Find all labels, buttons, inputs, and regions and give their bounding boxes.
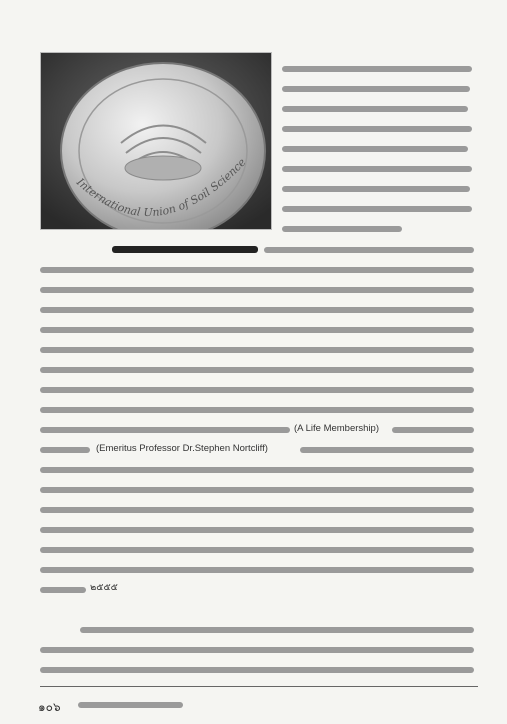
- footer-rule: [40, 686, 478, 687]
- text-line: [282, 206, 472, 212]
- text-line: [40, 327, 474, 333]
- text-line: [40, 287, 474, 293]
- text-line: [40, 547, 474, 553]
- text-line: [40, 267, 474, 273]
- text-line: [282, 106, 468, 112]
- text-line: [40, 467, 474, 473]
- text-line: [300, 447, 474, 453]
- text-line: [40, 587, 86, 593]
- life-membership-text: (A Life Membership): [294, 423, 380, 434]
- text-line: [40, 347, 474, 353]
- medal-photo: [40, 52, 272, 230]
- text-line: [282, 226, 402, 232]
- text-line: [40, 567, 474, 573]
- text-line: [40, 307, 474, 313]
- year-text: ๒๕๕๕: [90, 582, 118, 593]
- text-line: [282, 146, 468, 152]
- text-line: [40, 487, 474, 493]
- text-line: [282, 126, 472, 132]
- text-line: [40, 427, 290, 433]
- text-line: [264, 247, 474, 253]
- footer-title: [78, 702, 183, 708]
- text-line: [40, 367, 474, 373]
- text-line: [40, 407, 474, 413]
- text-line: [40, 527, 474, 533]
- medal-image: [41, 53, 271, 229]
- text-line: [80, 627, 474, 633]
- medal-inscription: International Union of Soil Science: [74, 155, 249, 220]
- text-line: [282, 66, 472, 72]
- text-line: [392, 427, 474, 433]
- text-line: [282, 166, 472, 172]
- page-number: ๑๐๖: [38, 700, 61, 714]
- text-line: [40, 387, 474, 393]
- emeritus-professor-text: (Emeritus Professor Dr.Stephen Nortcliff): [96, 443, 268, 454]
- text-line: [40, 667, 474, 673]
- text-line: [282, 86, 470, 92]
- text-line: [282, 186, 470, 192]
- text-line: [40, 647, 474, 653]
- bold-heading-phrase: [112, 246, 258, 253]
- text-line: [40, 507, 474, 513]
- text-line: [40, 447, 90, 453]
